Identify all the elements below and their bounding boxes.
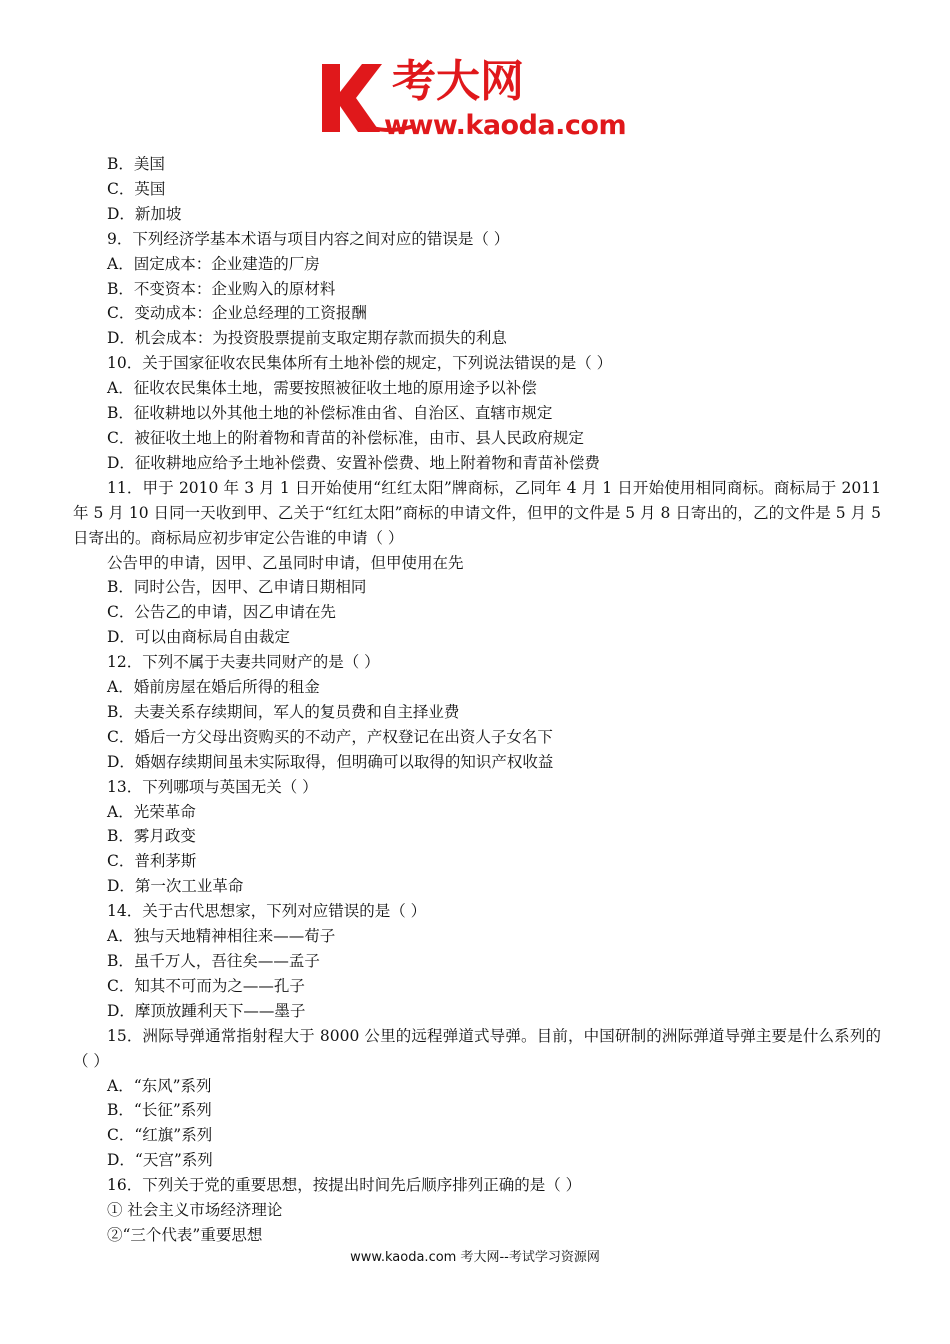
text-line: C．知其不可而为之——孔子 — [107, 976, 305, 995]
text-line: A．婚前房屋在婚后所得的租金 — [107, 678, 320, 697]
text-line: A．光荣革命 — [107, 802, 196, 821]
question-paragraph: 15．洲际导弹通常指射程大于 8000 公里的远程弹道式导弹。目前，中国研制的洲际弹道导弹主要是什么系列的（ ） — [73, 1026, 881, 1070]
text-line: D．婚姻存续期间虽未实际取得，但明确可以取得的知识产权收益 — [107, 752, 554, 771]
text-line: A．征收农民集体土地，需要按照被征收土地的原用途予以补偿 — [107, 379, 537, 398]
page-footer — [0, 1246, 950, 1265]
text-line: C．被征收土地上的附着物和青苗的补偿标准，由市、县人民政府规定 — [107, 428, 584, 447]
text-line: C．英国 — [107, 179, 166, 198]
text-line: 14．关于古代思想家，下列对应错误的是（ ） — [107, 902, 427, 921]
text-line: C．“红旗”系列 — [107, 1126, 213, 1145]
text-line: 13．下列哪项与英国无关（ ） — [107, 777, 318, 796]
text-line: 公告甲的申请，因甲、乙虽同时申请，但甲使用在先 — [107, 553, 464, 572]
text-line: ②“三个代表”重要思想 — [107, 1225, 263, 1244]
text-line: A．固定成本：企业建造的厂房 — [107, 254, 320, 273]
text-line: C．普利茅斯 — [107, 852, 197, 871]
text-line: B．同时公告，因甲、乙申请日期相同 — [107, 578, 367, 597]
text-line: D．机会成本：为投资股票提前支取定期存款而损失的利息 — [107, 329, 507, 348]
text-line: D．第一次工业革命 — [107, 877, 244, 896]
text-line: 16．下列关于党的重要思想，按提出时间先后顺序排列正确的是（ ） — [107, 1176, 582, 1195]
text-line: D．“天宫”系列 — [107, 1151, 213, 1170]
text-line: B．夫妻关系存续期间，军人的复员费和自主择业费 — [107, 702, 460, 721]
logo-k-mark — [322, 64, 382, 132]
text-line: D．新加坡 — [107, 204, 182, 223]
kaoda-logo-graphic — [318, 56, 648, 146]
text-line: B．雾月政变 — [107, 827, 196, 846]
text-line: A．“东风”系列 — [107, 1076, 212, 1095]
text-line: C．公告乙的申请，因乙申请在先 — [107, 603, 336, 622]
text-line: 12．下列不属于夫妻共同财产的是（ ） — [107, 653, 380, 672]
text-line: C．婚后一方父母出资购买的不动产，产权登记在出资人子女名下 — [107, 727, 553, 746]
document-body — [73, 152, 881, 1248]
text-line: B．虽千万人，吾往矣——孟子 — [107, 952, 320, 970]
text-line: A．独与天地精神相往来——荀子 — [107, 927, 336, 946]
footer-site[interactable]: www.kaoda.com — [350, 1250, 457, 1265]
footer-text: 考大网--考试学习资源网 — [456, 1250, 600, 1265]
kaoda-logo[interactable] — [318, 56, 648, 146]
text-line: 10．关于国家征收农民集体所有土地补偿的规定，下列说法错误的是（ ） — [107, 354, 613, 373]
text-line: D．征收耕地应给予土地补偿费、安置补偿费、地上附着物和青苗补偿费 — [107, 453, 600, 472]
text-line: B．美国 — [107, 155, 165, 173]
logo-brand-url: www.kaoda.com — [384, 110, 627, 141]
text-line: D．可以由商标局自由裁定 — [107, 628, 290, 647]
text-line: B．不变资本：企业购入的原材料 — [107, 279, 336, 298]
text-line: D．摩顶放踵利天下——墨子 — [107, 1001, 306, 1020]
text-line: C．变动成本：企业总经理的工资报酬 — [107, 304, 367, 323]
text-line: B．“长征”系列 — [107, 1101, 212, 1120]
logo-brand-cn: 考大网 — [392, 56, 524, 107]
text-line: ① 社会主义市场经济理论 — [107, 1201, 283, 1220]
question-paragraph: 11．甲于 2010 年 3 月 1 日开始使用“红红太阳”牌商标，乙同年 4 月 1 日开始使用相同商标。商标局于 2011 年 5 月 10 日同一天收到甲、乙关于“红红太阳”商标的申请文件，但甲的文件是 5 月 8 日寄出的，乙的文件是 5 月 5 日寄出的。商标局应初步审定公告谁的申请（ ） — [73, 478, 881, 547]
text-line: B．征收耕地以外其他土地的补偿标准由省、自治区、直辖市规定 — [107, 404, 553, 423]
text-line: 9．下列经济学基本术语与项目内容之间对应的错误是（ ） — [107, 229, 510, 248]
